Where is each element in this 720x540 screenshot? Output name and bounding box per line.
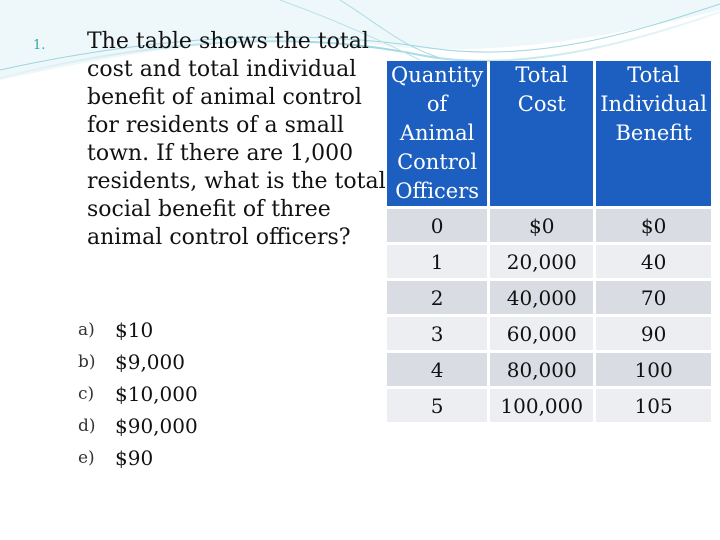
- table-row: [387, 353, 711, 386]
- table-header-row: [387, 61, 711, 206]
- cell-quantity: 0: [387, 209, 487, 242]
- cell-total-cost: 40,000: [490, 281, 593, 314]
- table-row: [387, 245, 711, 278]
- choice-text: $90: [115, 446, 154, 470]
- cell-individual-benefit: $0: [596, 209, 711, 242]
- cell-total-cost: $0: [490, 209, 593, 242]
- choice-letter: c): [78, 384, 95, 404]
- cell-total-cost: 100,000: [490, 389, 593, 422]
- choice-d: [78, 410, 198, 442]
- table-row: [387, 317, 711, 350]
- cell-individual-benefit: 105: [596, 389, 711, 422]
- cell-total-cost: 20,000: [490, 245, 593, 278]
- cell-quantity: 2: [387, 281, 487, 314]
- header-quantity: Quantity of Animal Control Officers: [387, 61, 487, 206]
- cost-benefit-table: [384, 58, 714, 425]
- table-row: [387, 209, 711, 242]
- cell-quantity: 1: [387, 245, 487, 278]
- choice-text: $90,000: [115, 414, 198, 438]
- choice-letter: e): [78, 448, 95, 468]
- cell-individual-benefit: 100: [596, 353, 711, 386]
- cell-individual-benefit: 90: [596, 317, 711, 350]
- choice-b: [78, 346, 198, 378]
- table-row: [387, 281, 711, 314]
- cell-individual-benefit: 40: [596, 245, 711, 278]
- choice-c: [78, 378, 198, 410]
- choice-letter: a): [78, 320, 95, 340]
- cell-quantity: 5: [387, 389, 487, 422]
- choice-text: $9,000: [115, 350, 185, 374]
- table-row: [387, 389, 711, 422]
- choice-text: $10,000: [115, 382, 198, 406]
- question-number: 1.: [33, 38, 46, 53]
- cell-quantity: 4: [387, 353, 487, 386]
- choice-letter: d): [78, 416, 96, 436]
- cell-individual-benefit: 70: [596, 281, 711, 314]
- header-total-individual-benefit: Total Individual Benefit: [596, 61, 711, 206]
- choice-text: $10: [115, 318, 154, 342]
- choice-letter: b): [78, 352, 96, 372]
- choice-a: [78, 314, 198, 346]
- question-text: The table shows the total cost and total individual benefit of animal control for residents of a small town. If there are 1,000 residents, what is the total social benefit of three animal control officers?: [87, 29, 386, 250]
- cell-total-cost: 80,000: [490, 353, 593, 386]
- answer-choices: [78, 314, 198, 474]
- cell-total-cost: 60,000: [490, 317, 593, 350]
- header-total-cost: Total Cost: [490, 61, 593, 206]
- choice-e: [78, 442, 198, 474]
- cell-quantity: 3: [387, 317, 487, 350]
